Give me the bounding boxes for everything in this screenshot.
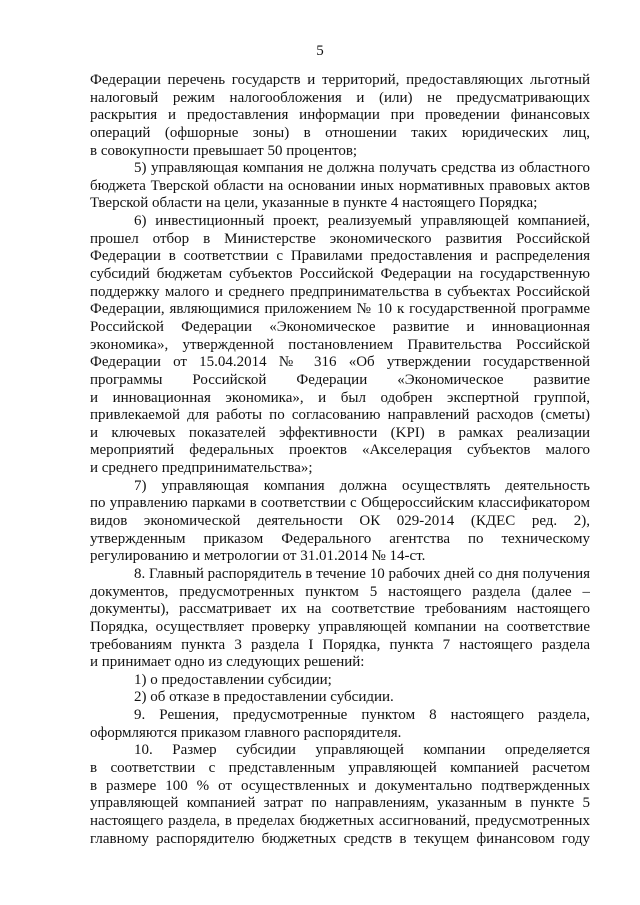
text-line: и инновационная экономика», и был одобрен экспертной группой, xyxy=(90,389,590,406)
text-line: регулированию и метрологии от 31.01.2014 № 14-ст. xyxy=(90,548,426,565)
text-line: налоговый режим налогообложения и (или) не предусматривающих xyxy=(90,89,590,106)
text-line: 5) управляющая компания не должна получать средства из областного xyxy=(134,160,590,177)
text-line: настоящего раздела, в пределах бюджетных ассигнований, предусмотренных xyxy=(90,812,590,829)
text-line: программы Российской Федерации «Экономическое развитие xyxy=(90,371,590,388)
text-line: оформляются приказом главного распорядителя. xyxy=(90,724,402,741)
page-number: 5 xyxy=(316,43,324,59)
text-line: бюджета Тверской области на основании иных нормативных правовых актов xyxy=(90,177,590,194)
text-line: и принимает одно из следующих решений: xyxy=(90,654,365,671)
text-line: Федерации, являющимися приложением № 10 к государственной программе xyxy=(90,301,590,318)
text-line: раскрытия и предоставления информации при проведении финансовых xyxy=(90,107,590,124)
text-line: управляющей компанией затрат по направлениям, указанным в пункте 5 xyxy=(90,795,590,812)
text-line: 7) управляющая компания должна осуществлять деятельность xyxy=(134,477,590,494)
text-line: утвержденным приказом Федерального агентства по техническому xyxy=(90,530,590,547)
text-line: главному распорядителю бюджетных средств в текущем финансовом году xyxy=(90,830,590,847)
text-line: документов, предусмотренных пунктом 5 настоящего раздела (далее – xyxy=(90,583,590,600)
text-line: в размере 100 % от осуществленных и документально подтвержденных xyxy=(90,777,590,794)
text-line: документы), рассматривает их на соответствие требованиям настоящего xyxy=(90,601,590,618)
text-line: прошел отбор в Министерстве экономического развития Российской xyxy=(90,230,590,247)
text-line: мероприятий федеральных проектов «Акселерация субъектов малого xyxy=(90,442,590,459)
text-line: привлекаемой для работы по согласованию направлений расходов (сметы) xyxy=(90,407,590,424)
text-line: Федерации от 15.04.2014 № 316 «Об утверждении государственной xyxy=(90,354,590,371)
text-line: 2) об отказе в предоставлении субсидии. xyxy=(134,689,394,706)
text-line: видов экономической деятельности ОК 029-2014 (КДЕС ред. 2), xyxy=(90,513,590,530)
text-line: Российской Федерации «Экономическое развитие и инновационная xyxy=(90,318,590,335)
text-line: в соответствии с представленным управляющей компанией расчетом xyxy=(90,759,590,776)
text-line: 10. Размер субсидии управляющей компании определяется xyxy=(134,742,590,759)
text-line: 9. Решения, предусмотренные пунктом 8 настоящего раздела, xyxy=(134,707,590,724)
text-line: и ключевых показателей эффективности (KPI) в рамках реализации xyxy=(90,424,590,441)
text-line: поддержку малого и среднего предпринимательства в субъектах Российской xyxy=(90,283,590,300)
text-line: экономика», утвержденной постановлением Правительства Российской xyxy=(90,336,590,353)
document-body xyxy=(90,72,590,848)
text-line: и среднего предпринимательства»; xyxy=(90,460,313,477)
text-line: 6) инвестиционный проект, реализуемый управляющей компанией, xyxy=(134,213,590,230)
text-line: Порядка, осуществляет проверку управляющей компании на соответствие xyxy=(90,618,590,635)
text-line: Федерации перечень государств и территорий, предоставляющих льготный xyxy=(90,72,590,88)
text-line: требованиям пункта 3 раздела I Порядка, пункта 7 настоящего раздела xyxy=(90,636,590,653)
text-line: 1) о предоставлении субсидии; xyxy=(134,671,332,688)
text-line: Федерации в соответствии с Правилами предоставления и распределения xyxy=(90,248,590,265)
text-line: по управлению парками в соответствии с Общероссийским классификатором xyxy=(90,495,590,512)
text-line: операций (офшорные зоны) в отношении таких юридических лиц, xyxy=(90,124,590,141)
text-line: Тверской области на цели, указанные в пункте 4 настоящего Порядка; xyxy=(90,195,538,212)
text-line: 8. Главный распорядитель в течение 10 рабочих дней со дня получения xyxy=(134,565,590,582)
text-line: в совокупности превышает 50 процентов; xyxy=(90,142,358,159)
text-line: субсидий бюджетам субъектов Российской Федерации на государственную xyxy=(90,266,590,283)
